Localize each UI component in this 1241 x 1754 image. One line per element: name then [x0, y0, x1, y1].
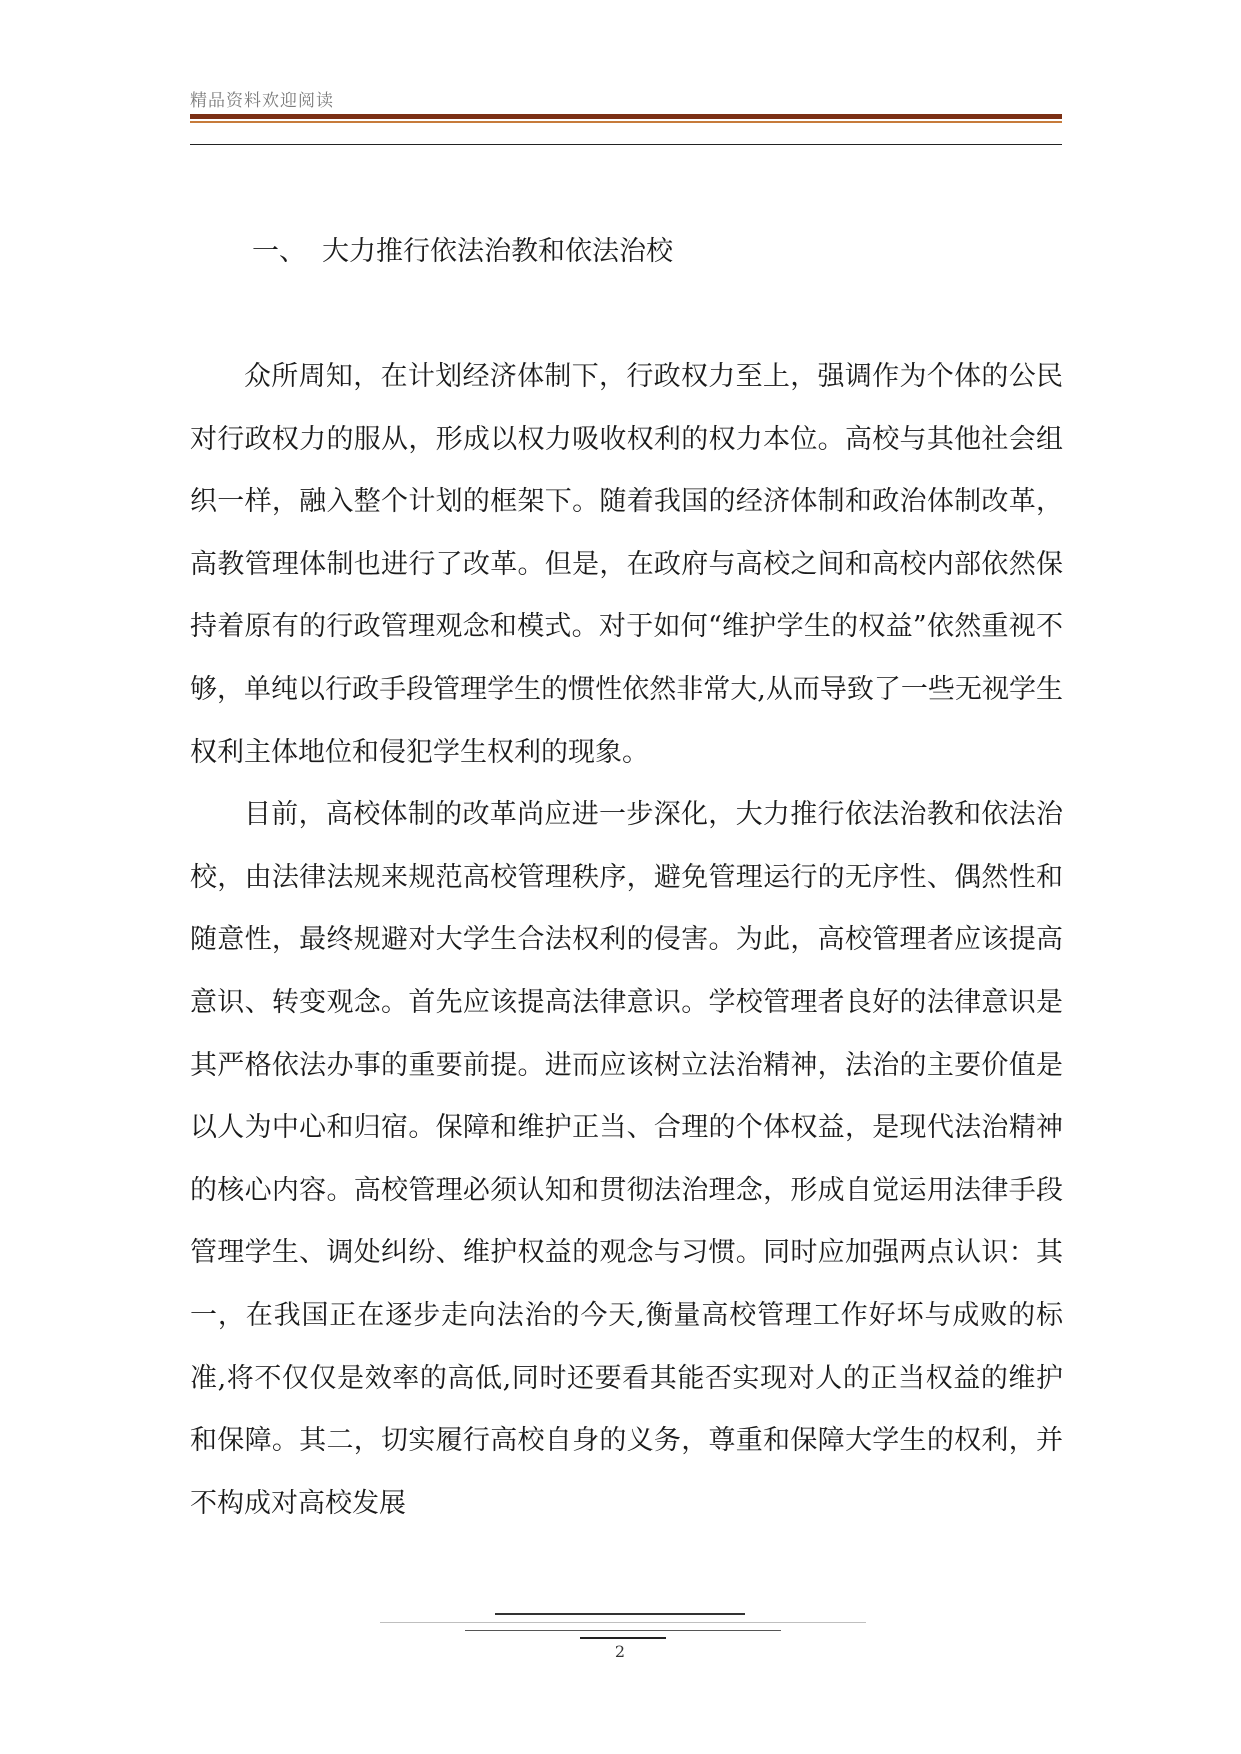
footer-rule	[495, 1613, 745, 1615]
body-text	[190, 346, 1063, 1535]
header-rule-thick	[190, 114, 1062, 119]
section-number: 一、	[252, 236, 306, 267]
header-rule-thin	[190, 144, 1062, 145]
section-title: 大力推行依法治教和依法治校	[322, 236, 673, 267]
paragraph: 众所周知，在计划经济体制下，行政权力至上，强调作为个体的公民对行政权力的服从，形成以权力吸收权利的权力本位。高校与其他社会组织一样，融入整个计划的框架下。随着我国的经济体制和政治体制改革，高教管理体制也进行了改革。但是，在政府与高校之间和高校内部依然保持着原有的行政管理观念和模式。对于如何“维护学生的权益”依然重视不够，单纯以行政手段管理学生的惯性依然非常大,从而导致了一些无视学生权利主体地位和侵犯学生权利的现象。	[190, 361, 1063, 768]
footer-rule	[580, 1637, 666, 1639]
paragraph: 目前，高校体制的改革尚应进一步深化，大力推行依法治教和依法治校，由法律法规来规范高校管理秩序，避免管理运行的无序性、偶然性和随意性，最终规避对大学生合法权利的侵害。为此，高校管理者应该提高意识、转变观念。首先应该提高法律意识。学校管理者良好的法律意识是其严格依法办事的重要前提。进而应该树立法治精神，法治的主要价值是以人为中心和归宿。保障和维护正当、合理的个体权益，是现代法治精神的核心内容。高校管理必须认知和贯彻法治理念，形成自觉运用法律手段管理学生、调处纠纷、维护权益的观念与习惯。同时应加强两点认识：其一，在我国正在逐步走向法治的今天,衡量高校管理工作好坏与成败的标准,将不仅仅是效率的高低,同时还要看其能否实现对人的正当权益的维护和保障。其二，切实履行高校自身的义务，尊重和保障大学生的权利，并不构成对高校发展	[190, 799, 1063, 1519]
page-number: 2	[614, 1642, 626, 1661]
header-title: 精品资料欢迎阅读	[190, 91, 334, 111]
footer-rule	[380, 1622, 866, 1623]
header-rule-accent	[190, 121, 1062, 123]
section-heading	[252, 229, 673, 268]
footer-rule	[465, 1630, 781, 1631]
